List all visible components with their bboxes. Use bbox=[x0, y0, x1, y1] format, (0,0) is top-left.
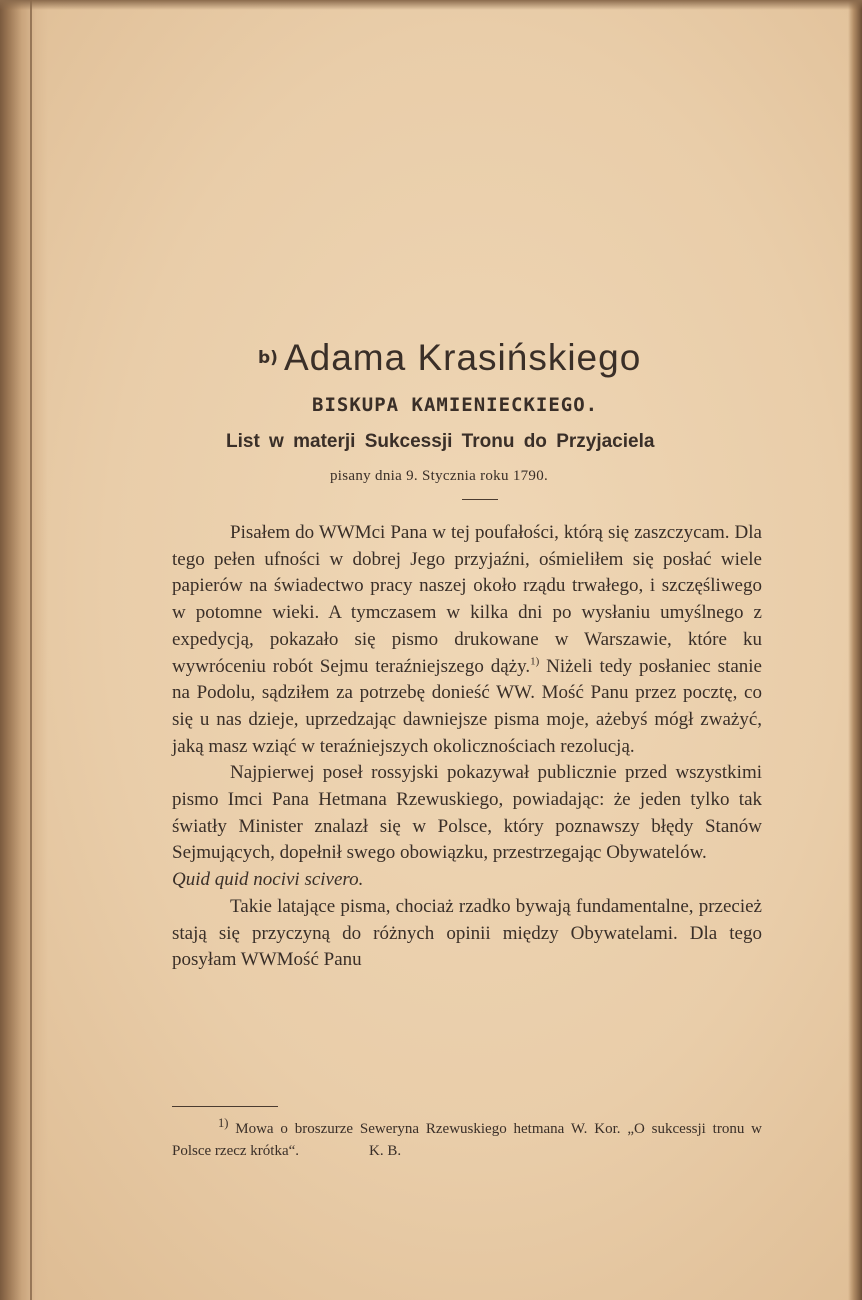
footnote-reference: 1) bbox=[530, 655, 540, 668]
paragraph-1 bbox=[172, 520, 762, 760]
footnote-signature: K. B. bbox=[369, 1143, 402, 1159]
footnote-mark: 1) bbox=[218, 1116, 229, 1130]
paragraph-2 bbox=[172, 760, 762, 894]
footnote bbox=[172, 1112, 762, 1162]
top-page-edge bbox=[0, 0, 862, 10]
paragraph-1-text-continued: Niżeli tedy posłaniec stanie na Podolu, sądziłem za potrzebę donieść WW. Mość Panu przez pocztę, co się u nas dzieje, uprzedzając dawniejsze pisma moje, ażebyś mógł zważyć, jaką masz wziąć w teraźniejszych okolicznościach rezolucją. bbox=[172, 655, 762, 757]
latin-quote: Quid quid nocivi scivero. bbox=[172, 869, 364, 891]
page-binding-edge bbox=[0, 0, 48, 1300]
footnote-text-block bbox=[172, 1112, 762, 1162]
paragraph-1-text: Pisałem do WWMci Pana w tej poufałości, którą się zaszczycam. Dla tego pełen ufności w dobrej Jego przyjaźni, ośmieliłem się posłać wiele papierów na świadectwo pracy naszej około rządu trwałego, i szczęśliwego w potomne wieki. A tymczasem w kilka dni po wysłaniu umyślnego z expedycją, pokazało się pismo drukowane w Warszawie, które ku wywróceniu robót Sejmu teraźniejszego dąży. bbox=[172, 522, 762, 677]
letter-body bbox=[172, 520, 762, 974]
right-page-edge bbox=[848, 0, 862, 1300]
title-divider bbox=[462, 499, 498, 500]
section-heading bbox=[258, 337, 698, 379]
paragraph-3 bbox=[172, 894, 762, 974]
binding-line bbox=[30, 0, 32, 1300]
letter-date: pisany dnia 9. Stycznia roku 1790. bbox=[330, 468, 549, 484]
paragraph-2-text: Najpierwej poseł rossyjski pokazywał publicznie przed wszystkimi pismo Imci Pana Hetmana Rzewuskiego, powiadając: że jeden tylko tak światły Minister znalazł się w Polsce, który poznawszy błędy Stanów Sejmujących, dopełnił swego obowiązku, przestrzegając Obywatelów. bbox=[172, 762, 762, 864]
paragraph-3-text: Takie latające pisma, chociaż rzadko bywają fundamentalne, przecież stają się przyczyną do różnych opinii między Obywatelami. Dla tego posyłam WWMość Panu bbox=[172, 895, 762, 971]
footnote-divider bbox=[172, 1106, 278, 1107]
section-letter: b) bbox=[258, 348, 278, 368]
footnote-text: Mowa o broszurze Seweryna Rzewuskiego hetmana W. Kor. „O sukcessji tronu w Polsce rzecz krótka“. bbox=[172, 1121, 762, 1159]
author-name: Adama Krasińskiego bbox=[283, 337, 642, 378]
author-title: BISKUPA KAMIENIECKIEGO. bbox=[312, 394, 599, 416]
letter-title: List w materji Sukcessji Tronu do Przyjaciela bbox=[226, 431, 655, 452]
